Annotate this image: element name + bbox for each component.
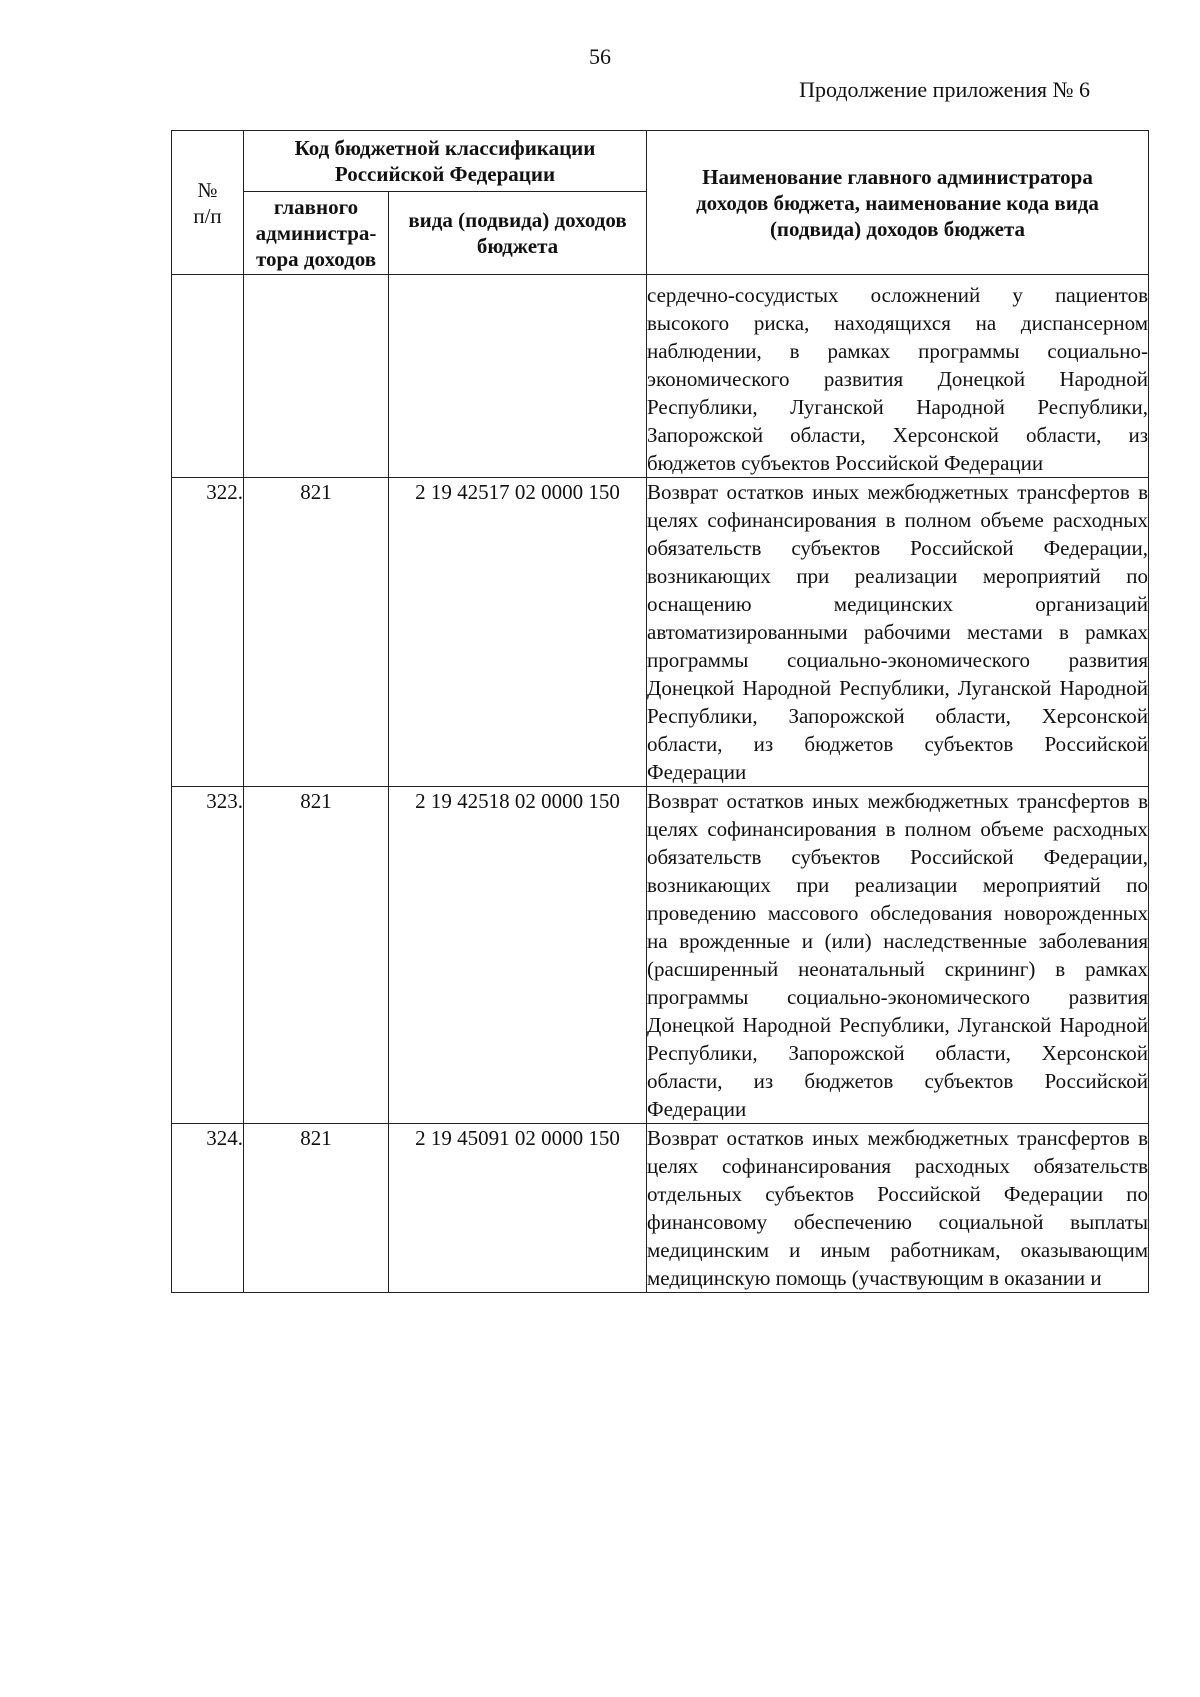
row-name: Возврат остатков иных межбюджетных трансфертов в целях софинансирования в полном объеме расходных обязательств субъектов Российской Федерации, возникающих при реализации мероприятий по проведению массового обследования новорожденных на врожденные и (или) наследственные заболевания (расширенный неонатальный скрининг) в рамках программы социально-экономического развития Донецкой Народной Республики, Луганской Народной Республики, Запорожской области, Херсонской области, из бюджетов субъектов Российской Федерации	[647, 787, 1149, 1124]
table-row	[172, 1124, 1149, 1293]
row-kind-code: 2 19 42518 02 0000 150	[389, 787, 647, 1124]
table-row	[172, 275, 1149, 478]
header-kind-code: вида (подвида) доходов бюджета	[389, 192, 647, 275]
table-row	[172, 787, 1149, 1124]
row-admin-code	[244, 275, 389, 478]
page-number: 56	[589, 44, 611, 69]
row-number: 323.	[172, 787, 244, 1124]
row-number	[172, 275, 244, 478]
row-name: Возврат остатков иных межбюджетных трансфертов в целях софинансирования расходных обязательств отдельных субъектов Российской Федерации по финансовому обеспечению социальной выплаты медицинским и иным работникам, оказывающим медицинскую помощь (участвующим в оказании и	[647, 1124, 1149, 1293]
row-admin-code: 821	[244, 1124, 389, 1293]
row-name: Возврат остатков иных межбюджетных трансфертов в целях софинансирования в полном объеме расходных обязательств субъектов Российской Федерации, возникающих при реализации мероприятий по оснащению медицинских организаций автоматизированными рабочими местами в рамках программы социально-экономического развития Донецкой Народной Республики, Луганской Народной Республики, Запорожской области, Херсонской области, из бюджетов субъектов Российской Федерации	[647, 478, 1149, 787]
row-kind-code: 2 19 42517 02 0000 150	[389, 478, 647, 787]
header-kbk-group: Код бюджетной классификации Российской Федерации	[244, 131, 647, 192]
row-admin-code: 821	[244, 787, 389, 1124]
header-row-top	[172, 131, 1149, 192]
header-number-label: № п/п	[193, 177, 222, 228]
row-admin-code: 821	[244, 478, 389, 787]
header-admin-code: главного администра-тора доходов	[244, 192, 389, 275]
row-number: 324.	[172, 1124, 244, 1293]
table-row	[172, 478, 1149, 787]
row-kind-code: 2 19 45091 02 0000 150	[389, 1124, 647, 1293]
budget-classification-table	[171, 130, 1149, 1293]
header-number	[172, 131, 244, 275]
row-number: 322.	[172, 478, 244, 787]
header-name: Наименование главного администратора доходов бюджета, наименование кода вида (подвида) доходов бюджета	[647, 131, 1149, 275]
row-name: сердечно-сосудистых осложнений у пациентов высокого риска, находящихся на диспансерном наблюдении, в рамках программы социально-экономического развития Донецкой Народной Республики, Луганской Народной Республики, Запорожской области, Херсонской области, из бюджетов субъектов Российской Федерации	[647, 275, 1149, 478]
row-kind-code	[389, 275, 647, 478]
appendix-continuation-label: Продолжение приложения № 6	[799, 77, 1090, 102]
